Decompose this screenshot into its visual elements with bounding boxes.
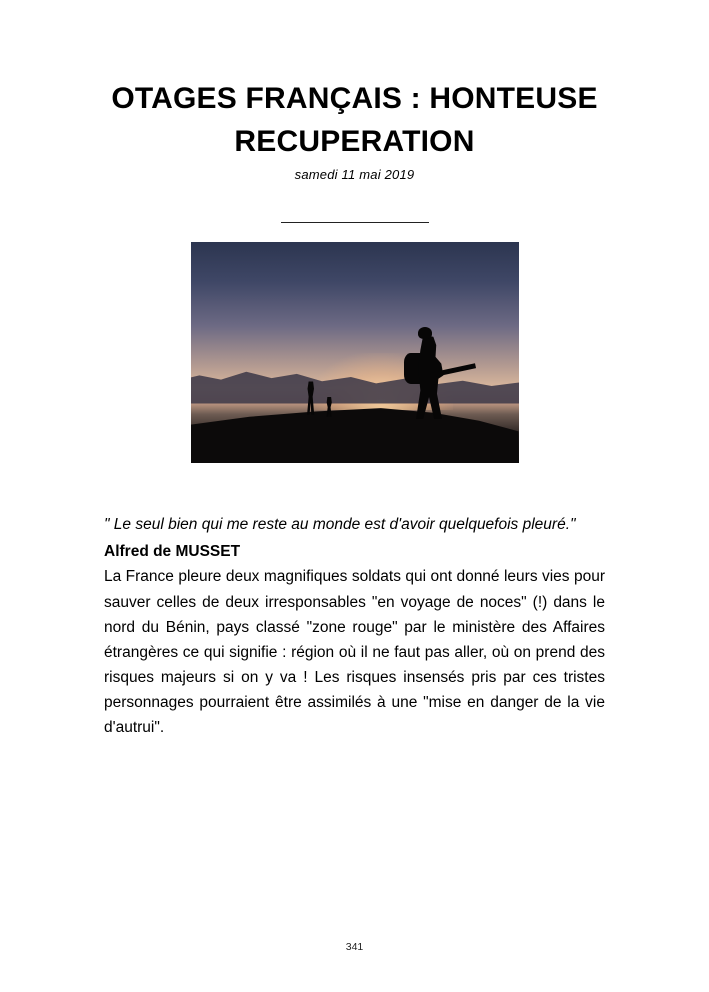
figure <box>104 242 605 468</box>
soldier-helmet-silhouette <box>418 327 432 339</box>
page-title: OTAGES FRANÇAIS : HONTEUSE RECUPERATION <box>111 82 598 158</box>
document-date: samedi 11 mai 2019 <box>294 167 415 183</box>
divider <box>104 210 605 228</box>
page-number: 341 <box>345 941 364 953</box>
quote-author: Alfred de MUSSET <box>104 543 241 561</box>
article-body <box>104 512 605 740</box>
article-paragraph: La France pleure deux magnifiques soldats qui ont donné leurs vies pour sauver celles de deux irresponsables "en voyage de noces" (!) dans le nord du Bénin, pays classé "zone rouge" par le ministère des Affaires étrangères ce qui signifie : région où il ne faut pas aller, où on prend des risques majeurs si on y va ! Les risques insensés pris par ces tristes personnages pourraient être assimilés à une "mise en danger de la vie d'autrui". <box>104 568 605 737</box>
quote-text: " Le seul bien qui me reste au monde est d'avoir quelquefois pleuré." <box>104 516 576 534</box>
horizontal-rule <box>281 222 429 223</box>
soldiers-silhouette-sunset-photo <box>191 242 519 463</box>
